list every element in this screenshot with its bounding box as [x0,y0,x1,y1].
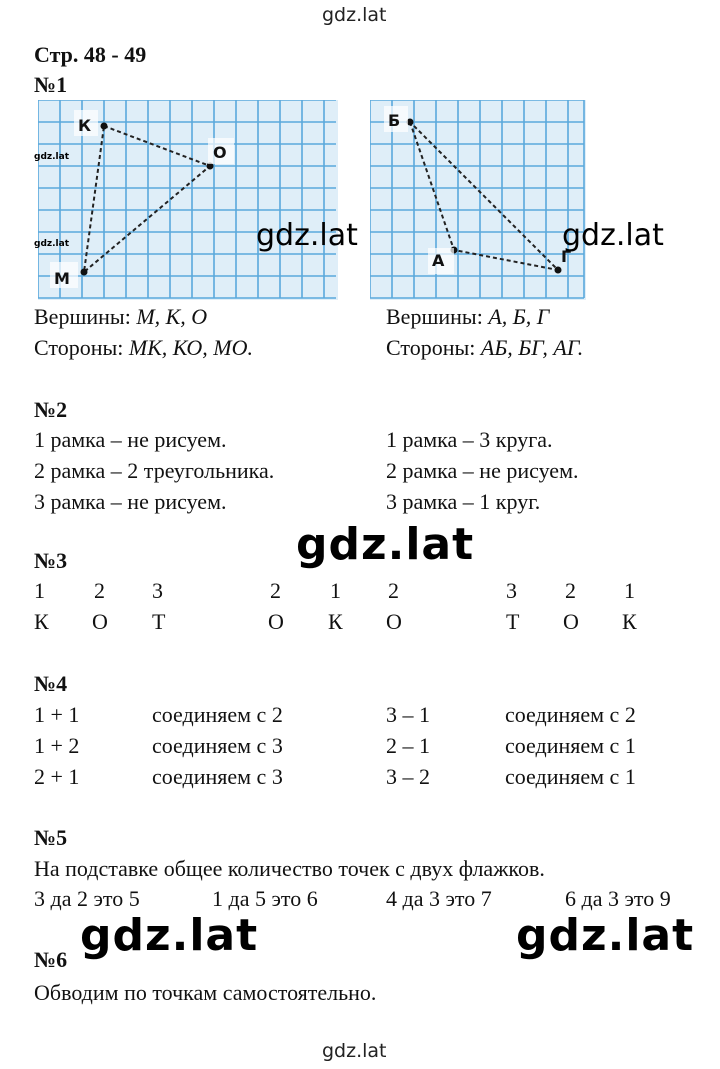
vertices-value: М, К, О [136,304,208,329]
task4-row3-text1: соединяем с 3 [152,764,283,789]
point-o-label: О [213,143,227,162]
sides-value: АБ, БГ, АГ. [480,335,584,360]
point-g-label: Г [561,247,572,266]
watermark-bottom: gdz.lat [322,1040,387,1062]
task4-row1-text1: соединяем с 2 [152,702,283,727]
task3-letter-7: Т [506,609,520,634]
watermark-tiny-1: gdz.lat [34,152,70,162]
task3-number-6: 2 [388,578,399,603]
task3-letter-5: К [328,609,343,634]
watermark-top: gdz.lat [322,4,387,26]
task4-row3-text2: соединяем с 1 [505,764,636,789]
watermark-tiny-2: gdz.lat [34,239,70,249]
task5-item-1: 3 да 2 это 5 [34,886,140,911]
task3-number-5: 1 [330,578,341,603]
task4-row1-expr1: 1 + 1 [34,702,80,727]
point-k-label: К [78,116,92,135]
watermark-big-3: gdz.lat [516,910,695,961]
watermark-big-1: gdz.lat [296,519,475,570]
task1-left-vertices [34,304,207,330]
task2-title: №2 [34,397,68,422]
task2-right-line-2: 2 рамка – не рисуем. [386,458,579,483]
task5-item-3: 4 да 3 это 7 [386,886,492,911]
vertices-label: Вершины: [386,304,483,329]
task3-number-1: 1 [34,578,45,603]
task5-title: №5 [34,825,68,850]
watermark-big-2: gdz.lat [80,910,259,961]
task4-row1-expr2: 3 – 1 [386,702,430,727]
task3-number-9: 1 [624,578,635,603]
point-b-label: Б [388,111,401,130]
task3-letter-9: К [622,609,637,634]
task3-title: №3 [34,548,68,573]
task2-left-line-1: 1 рамка – не рисуем. [34,427,227,452]
task3-number-8: 2 [565,578,576,603]
sides-label: Стороны: [386,335,476,360]
task4-row1-text2: соединяем с 2 [505,702,636,727]
task3-number-7: 3 [506,578,517,603]
task5-text: На подставке общее количество точек с двух флажков. [34,856,545,881]
task1-right-sides [386,335,583,361]
task4-row2-text1: соединяем с 3 [152,733,283,758]
task5-item-2: 1 да 5 это 6 [212,886,318,911]
task2-right-line-3: 3 рамка – 1 круг. [386,489,541,514]
vertices-label: Вершины: [34,304,131,329]
task2-left-line-3: 3 рамка – не рисуем. [34,489,227,514]
task4-row2-text2: соединяем с 1 [505,733,636,758]
sides-label: Стороны: [34,335,124,360]
sides-value: МК, КО, МО. [128,335,253,360]
task4-row3-expr1: 2 + 1 [34,764,80,789]
task2-right-line-1: 1 рамка – 3 круга. [386,427,553,452]
triangle-abg-figure [370,100,586,300]
task3-letter-1: К [34,609,49,634]
task3-letter-4: О [268,609,284,634]
task1-right-vertices [386,304,549,330]
point-m-label: М [54,269,70,288]
task1-left-sides [34,335,253,361]
task3-number-3: 3 [152,578,163,603]
task6-title: №6 [34,947,68,972]
task4-row2-expr1: 1 + 2 [34,733,80,758]
task3-letter-3: Т [152,609,166,634]
task3-number-4: 2 [270,578,281,603]
watermark-mid-1: gdz.lat [256,218,358,253]
point-a-label: А [432,251,445,270]
task6-text: Обводим по точкам самостоятельно. [34,980,377,1005]
vertices-value: А, Б, Г [488,304,550,329]
task3-letter-2: О [92,609,108,634]
watermark-mid-2: gdz.lat [562,218,664,253]
task4-title: №4 [34,671,68,696]
page-reference: Стр. 48 - 49 [34,42,147,67]
task5-item-4: 6 да 3 это 9 [565,886,671,911]
task2-left-line-2: 2 рамка – 2 треугольника. [34,458,275,483]
task3-number-2: 2 [94,578,105,603]
task3-letter-6: О [386,609,402,634]
task4-row2-expr2: 2 – 1 [386,733,430,758]
triangle-mko-figure [38,100,338,300]
task4-row3-expr2: 3 – 2 [386,764,430,789]
task1-title: №1 [34,72,68,97]
task3-letter-8: О [563,609,579,634]
